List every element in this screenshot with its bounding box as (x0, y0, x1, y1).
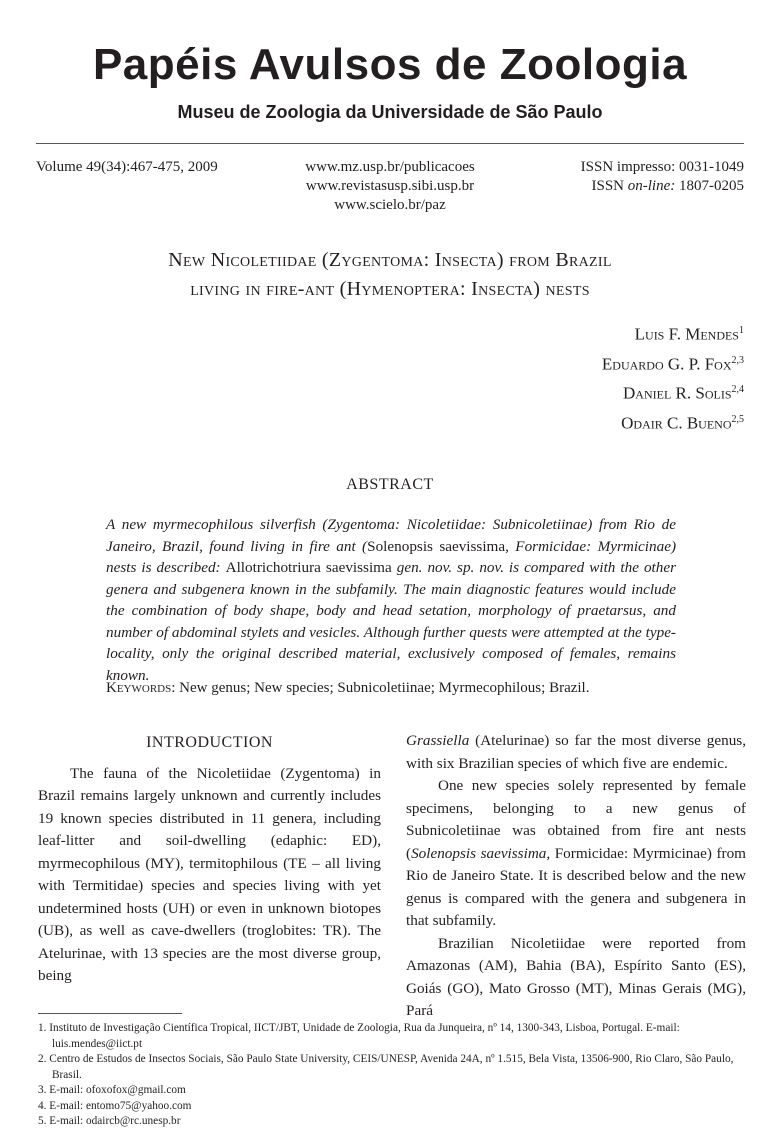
author (602, 348, 744, 378)
paragraph (406, 775, 746, 933)
footnote: 3. E-mail: ofoxofox@gmail.com (38, 1084, 186, 1096)
article-title-line: New Nicoletiidae (Zygentoma: Insecta) from Brazil (168, 249, 612, 271)
author-list (602, 318, 744, 437)
footnote-divider (38, 1013, 182, 1014)
author-affiliation-marker: 2,4 (731, 384, 744, 396)
footnotes (38, 1021, 748, 1130)
author (602, 377, 744, 407)
footnote: 2. Centro de Estudos de Insectos Sociais, São Paulo State University, CEIS/UNESP, Avenida 24A, nº 1.515, Bela Vista, 13506-900, Rio Claro, São Paulo, Brasil. (38, 1053, 734, 1081)
issn-online-value: 1807-0205 (675, 178, 744, 194)
author-affiliation-marker: 1 (739, 325, 744, 336)
article-title (60, 246, 720, 304)
abstract-segment: A new myrmecophilous silverfish (Zygentoma: Nicoletiidae: Subnicoletiinae) from Rio de Janeiro, Brazil, found living in fire ant ( (106, 516, 676, 555)
author-name: Daniel R. Solis (623, 383, 732, 403)
author (602, 318, 744, 348)
author (602, 407, 744, 437)
section-heading: INTRODUCTION (146, 734, 273, 751)
keywords-list: New genus; New species; Subnicoletiinae; Myrmecophilous; Brazil. (175, 680, 590, 696)
abstract-segment: gen. nov. sp. nov. is compared with the other genera and subgenera known in the subfamily. The main diagnostic features would include the combination of body shape, body and head setation, morphology of praetarsus, and number of abdominal stylets and vesicles. Although further quests were attempted at the type-locality, only the original described material, exclusively composed of females, remains known. (106, 559, 676, 684)
author-name: Odair C. Bueno (621, 413, 732, 433)
journal-subtitle: Museu de Zoologia da Universidade de São Paulo (177, 102, 603, 122)
keywords (106, 678, 686, 698)
right-column (406, 730, 746, 1023)
footnote: 5. E-mail: odaircb@rc.unesp.br (38, 1115, 181, 1127)
author-affiliation-marker: 2,3 (731, 354, 744, 366)
abstract-species-name: Solenopsis saevissima, (367, 537, 509, 555)
left-column (38, 730, 381, 988)
url-link[interactable]: www.mz.usp.br/publicacoes (305, 159, 475, 175)
issn-online-label: on-line: (627, 178, 676, 194)
abstract-species-name: Allotrichotriura saevissima (225, 559, 392, 576)
journal-urls (250, 158, 530, 215)
footnote: 4. E-mail: entomo75@yahoo.com (38, 1099, 192, 1112)
url-link[interactable]: www.scielo.br/paz (334, 197, 446, 213)
paragraph: The fauna of the Nicoletiidae (Zygentoma) in Brazil remains largely unknown and currently includes 19 known species distributed in 11 genera, including leaf-litter and soil-dwelling (edaphic: ED), myrmecophilous (MY), termitophilous (TE – all living with Termitidae) species and species living with yet undetermined hosts (UH) or even in unknown biotopes (UB), as well as cave-dwellers (troglobites: TR). The Atelurinae, with 13 species are the most diverse group, being (38, 764, 381, 984)
paragraph-segment: Formicidae: Myrmicinae) from Rio de Janeiro State. It is described below and the new genus is compared with the genera and subgenera in that subfamily. (406, 844, 746, 929)
paragraph-segment: (Atelurinae) so far the most diverse genus, with six Brazilian species of which five are endemic. (406, 732, 746, 772)
author-name: Eduardo G. P. Fox (601, 354, 732, 374)
url-link[interactable]: www.revistasusp.sibi.usp.br (305, 178, 475, 194)
article-title-line: living in fire-ant (Hymenoptera: Insecta) nests (190, 278, 590, 300)
genus-name: Grassiella (406, 732, 470, 749)
species-name: Solenopsis saevissima, (411, 844, 551, 862)
abstract-text (106, 514, 676, 686)
footnote: 1. Instituto de Investigação Científica Tropical, IICT/JBT, Unidade de Zoologia, Rua da Junqueira, nº 14, 1300-343, Lisboa, Portugal. E-mail: luis.mendes@iict.pt (38, 1022, 680, 1050)
keywords-label: Keywords: (106, 680, 176, 696)
issn-online-prefix: ISSN (591, 178, 628, 194)
paragraph (406, 730, 746, 775)
paragraph: Brazilian Nicoletiidae were reported from Amazonas (AM), Bahia (BA), Espírito Santo (ES), Goiás (GO), Mato Grosso (MT), Minas Gerais (MG), Pará (406, 934, 746, 1019)
header-divider (36, 143, 744, 144)
author-affiliation-marker: 2,5 (731, 413, 744, 425)
abstract-segment: Formicidae: Myrmicinae) nests is described: (106, 537, 677, 576)
issn-print: ISSN impresso: 0031-1049 (580, 159, 744, 175)
volume-info: Volume 49(34):467-475, 2009 (36, 159, 218, 175)
abstract-heading: ABSTRACT (346, 476, 434, 493)
issn-info (581, 158, 744, 196)
journal-title: Papéis Avulsos de Zoologia (92, 40, 688, 89)
issn-online (581, 177, 744, 196)
paragraph-segment: One new species solely represented by female specimens, belonging to a new genus of Subnicoletiinae was obtained from fire ant nests ( (406, 777, 746, 862)
author-name: Luis F. Mendes (634, 324, 739, 344)
